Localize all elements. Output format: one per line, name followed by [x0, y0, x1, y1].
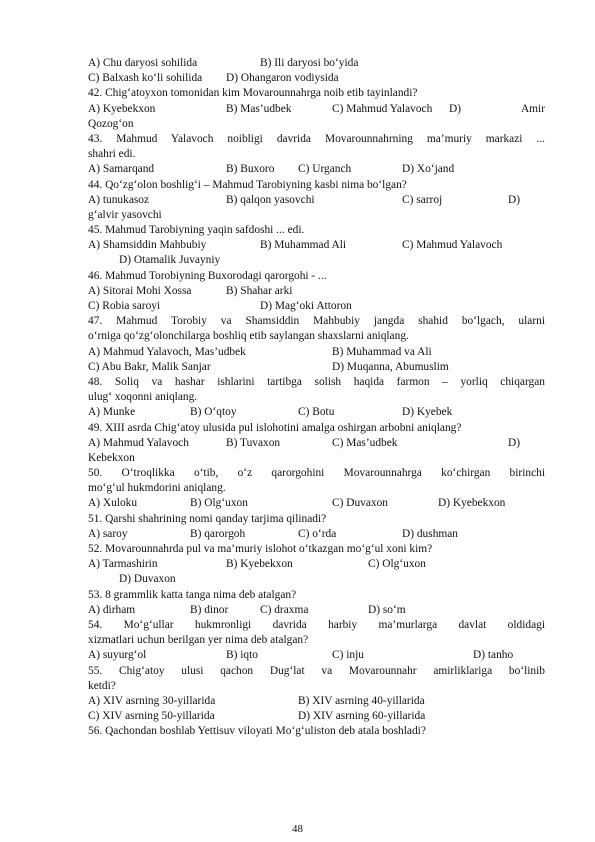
option-d: D) Otamalik Juvayniy: [119, 254, 221, 267]
option-a: A) saroy: [88, 527, 128, 540]
page-content: [88, 56, 545, 739]
option-d: D) dushman: [402, 527, 458, 540]
options-line: [88, 709, 545, 724]
option-b: B) Ili daryosi bo‘yida: [260, 57, 359, 69]
option-a: A) Xuloku: [88, 497, 138, 510]
option-d: D) Muqanna, Abumuslim: [332, 360, 449, 373]
option-c: C) inju: [332, 649, 364, 662]
option-a: A) Chu daryosi sohilida: [88, 57, 198, 69]
option-c: C) Abu Bakr, Malik Sanjar: [88, 360, 211, 373]
option-c: C) sarroj: [402, 193, 443, 206]
option-a: A) Samarqand: [88, 163, 155, 176]
question-50: 50. O‘troqlikka o‘tib, o‘z qarorgohini Movarounnahrga ko‘chirgan birinchi: [88, 467, 545, 480]
question-55: 55. Chig‘atoy ulusi qachon Dug‘lat va Movarounnahr amirliklariga bo‘linib: [88, 664, 545, 677]
option-continuation: Qozog‘on: [88, 117, 134, 130]
options-line: [88, 603, 545, 618]
options-line: [88, 284, 545, 299]
option-d: D): [508, 436, 521, 449]
option-continuation: Kebekxon: [88, 451, 135, 464]
option-d: D) tanho: [473, 649, 514, 662]
question-55-cont: ketdi?: [88, 679, 116, 692]
option-a: A) XIV asrning 30-yillarida: [88, 694, 216, 707]
question-44: 44. Qo‘zg‘olon boshlig‘i – Mahmud Tarobiyning kasbi nima bo‘lgan?: [88, 178, 407, 191]
option-b: B) Muhammad Ali: [260, 239, 347, 252]
option-c: C) o‘rda: [298, 527, 337, 540]
option-a: A) Sitorai Mohi Xossa: [88, 284, 192, 297]
question-47: 47. Mahmud Torobiy va Shamsiddin Mahbubiy jangda shahid bo‘lgach, ularni: [88, 315, 545, 328]
option-d: D) so‘m: [368, 603, 406, 616]
option-d: D) Mag‘oki Attoron: [260, 300, 352, 312]
option-a: A) Kyebekxon: [88, 102, 156, 115]
option-a: A) dirham: [88, 603, 136, 616]
option-b: B) dinor: [190, 603, 229, 616]
options-line: [88, 360, 545, 375]
option-c: C) Botu: [298, 406, 335, 419]
option-d: D): [449, 102, 462, 115]
question-49: 49. XIII asrda Chig‘atoy ulusida pul islohotini amalga oshirgan arbobni aniqlang?: [88, 421, 462, 434]
option-c: C) draxma: [260, 603, 309, 616]
question-46: 46. Mahmud Torobiyning Buxorodagi qarorgohi - ...: [88, 269, 327, 282]
options-line: [88, 527, 545, 542]
option-a: A) tunukasoz: [88, 193, 150, 206]
options-line: [88, 238, 545, 253]
options-line: [88, 694, 545, 709]
options-line: [88, 71, 545, 86]
question-53: 53. 8 grammlik katta tanga nima deb atalgan?: [88, 588, 297, 601]
question-51: 51. Qarshi shahrining nomi qanday tarjima qilinadi?: [88, 512, 327, 525]
option-d: D): [508, 193, 521, 206]
options-line: [88, 557, 545, 572]
question-43: 43. Mahmud Yalavoch noibligi davrida Movarounnahrning ma’muriy markazi ...: [88, 132, 545, 145]
options-line: [88, 496, 545, 511]
option-c: C) Duvaxon: [332, 497, 388, 510]
option-a: A) suyurg‘ol: [88, 649, 147, 662]
question-47-cont: o‘rniga qo‘zg‘olonchilarga boshliq etib saylangan shaxslarni aniqlang.: [88, 330, 409, 343]
option-c: C) Mahmud Yalavoch: [402, 239, 503, 252]
option-d-text: Amir: [520, 102, 545, 115]
option-b: B) iqto: [226, 649, 258, 662]
question-48-cont: ulug‘ xoqonni aniqlang.: [88, 391, 198, 404]
question-42: 42. Chig‘atoyxon tomonidan kim Movarounnahrga noib etib tayinlandi?: [88, 87, 418, 100]
question-56: 56. Qachondan boshlab Yettisuv viloyati Mo‘g‘uliston deb atala boshladi?: [88, 725, 426, 738]
option-d: D) Kyebek: [402, 406, 453, 419]
options-line: [88, 648, 545, 663]
option-b: B) Kyebekxon: [226, 558, 293, 571]
option-a: A) Munke: [88, 406, 136, 419]
option-c: C) Balxash ko‘li sohilida: [88, 72, 203, 85]
option-b: B) qarorgoh: [190, 527, 246, 540]
option-b: B) Olg‘uxon: [190, 497, 248, 510]
page-number: 48: [292, 823, 303, 835]
options-line: [88, 436, 545, 451]
option-c: C) Mas’udbek: [332, 436, 398, 449]
options-line: [88, 345, 545, 360]
option-c: C) Robia saroyi: [88, 300, 161, 312]
option-b: B) XIV asrning 40-yillarida: [298, 694, 425, 707]
option-b: B) Buxoro: [226, 163, 275, 176]
option-a: A) Mahmud Yalavoch: [88, 436, 189, 449]
options-line: [88, 56, 545, 71]
option-b: B) Mas’udbek: [226, 102, 292, 115]
option-c: C) Urganch: [298, 163, 352, 176]
option-b: B) Shahar arki: [226, 284, 293, 297]
question-48: 48. Soliq va hashar ishlarini tartibga solish haqida farmon – yorliq chiqargan: [88, 375, 545, 388]
options-line: [88, 193, 545, 208]
options-line: [88, 102, 545, 117]
option-b: B) O‘qtoy: [190, 406, 237, 419]
option-d: D) Xo‘jand: [402, 163, 455, 176]
option-continuation: g‘alvir yasovchi: [88, 208, 162, 221]
options-line: [88, 299, 545, 314]
option-c: C) XIV asrning 50-yillarida: [88, 710, 215, 723]
option-b: B) Muhammad va Ali: [332, 345, 432, 358]
option-b: B) qalqon yasovchi: [226, 193, 315, 206]
question-50-cont: mo‘g‘ul hukmdorini aniqlang.: [88, 482, 226, 495]
option-d: D) Ohangaron vodiysida: [226, 72, 339, 85]
options-line: [88, 162, 545, 177]
question-45: 45. Mahmud Tarobiyning yaqin safdoshi ... edi.: [88, 224, 305, 237]
question-54: 54. Mo‘g‘ullar hukmronligi davrida harbiy ma’murlarga davlat oldidagi: [88, 618, 545, 631]
option-b: B) Tuvaxon: [226, 436, 281, 449]
option-a: A) Shamsiddin Mahbubiy: [88, 239, 207, 252]
options-line: [88, 405, 545, 420]
option-c: C) Mahmud Yalavoch: [332, 102, 433, 115]
option-c: C) Olg‘uxon: [368, 558, 426, 571]
option-d: D) XIV asrning 60-yillarida: [298, 710, 426, 723]
option-d: D) Kyebekxon: [438, 497, 506, 510]
question-43-cont: shahri edi.: [88, 148, 136, 161]
option-a: A) Mahmud Yalavoch, Mas’udbek: [88, 345, 246, 358]
option-a: A) Tarmashirin: [88, 558, 158, 571]
option-d: D) Duvaxon: [119, 573, 176, 586]
question-52: 52. Movarounnahrda pul va ma’muriy islohot o‘tkazgan mo‘g‘ul xoni kim?: [88, 543, 433, 555]
question-54-cont: xizmatlari uchun berilgan yer nima deb atalgan?: [88, 634, 309, 647]
